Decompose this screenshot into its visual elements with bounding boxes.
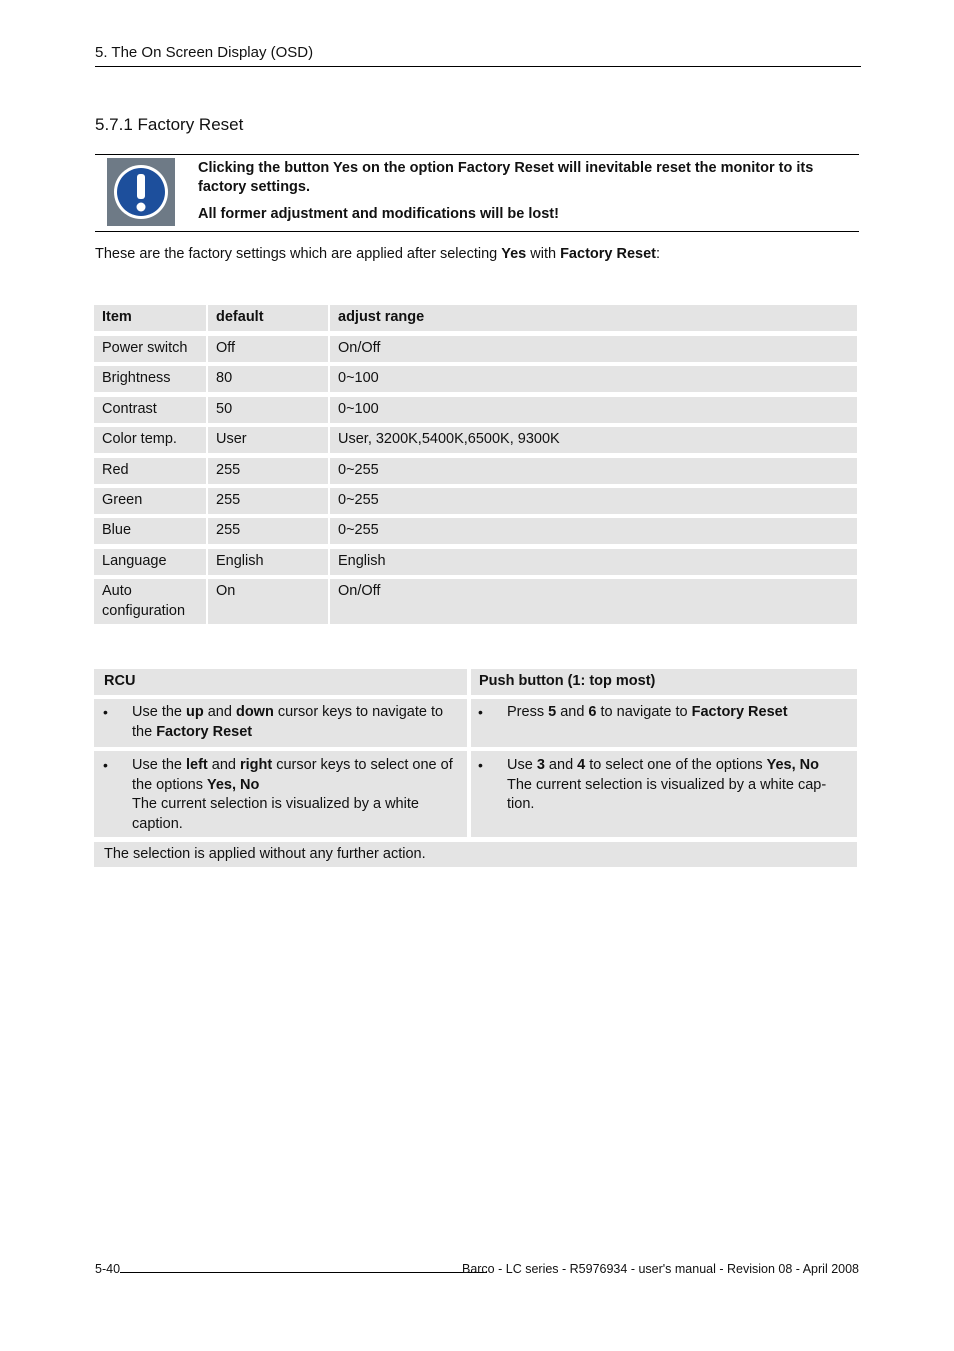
table-cell: Brightness [94, 366, 206, 392]
bullet: • [103, 757, 108, 773]
table-cell: Green [94, 488, 206, 514]
table-cell: Contrast [94, 397, 206, 423]
rcu-step-select [94, 751, 467, 837]
table-cell: Power switch [94, 336, 206, 362]
push-step-select [471, 751, 857, 837]
intro-paragraph [95, 246, 660, 262]
warning-top-rule [95, 154, 859, 155]
table-cell: On [208, 579, 328, 624]
table-cell: On/Off [330, 336, 857, 362]
table-header-range: adjust range [330, 305, 857, 331]
intro-text-mid: with [526, 246, 561, 262]
table-cell: English [208, 549, 328, 575]
table-cell: 0~255 [330, 518, 857, 544]
table-cell: 80 [208, 366, 328, 392]
running-header: 5. The On Screen Display (OSD) [95, 44, 314, 61]
exclamation-icon [111, 162, 171, 222]
table-header-default: default [208, 305, 328, 331]
table-cell: English [330, 549, 857, 575]
intro-factory-reset: Factory Reset [560, 246, 656, 262]
table-cell: 255 [208, 488, 328, 514]
footer-rule [120, 1272, 487, 1273]
intro-text: These are the factory settings which are applied after selecting [95, 246, 502, 262]
table-cell: User, 3200K,5400K,6500K, 9300K [330, 427, 857, 453]
table-cell: Color temp. [94, 427, 206, 453]
table-cell: Auto configuration [94, 579, 206, 624]
table-cell: 0~255 [330, 458, 857, 484]
warning-text [198, 159, 853, 224]
rcu-header: RCU [94, 669, 467, 695]
warning-line-1: Clicking the button Yes on the option Factory Reset will inevitable reset the monitor to its factory settings. [198, 160, 814, 195]
table-cell: Off [208, 336, 328, 362]
intro-yes: Yes [501, 246, 527, 262]
rcu-table-footer: The selection is applied without any further action. [94, 842, 857, 867]
table-cell: 0~100 [330, 366, 857, 392]
header-rule [95, 66, 861, 67]
push-step-select-text: Use 3 and 4 to select one of the options Yes, No The current selection is visualized by a white cap-tion. [507, 757, 827, 812]
table-cell: Blue [94, 518, 206, 544]
rcu-step-navigate [94, 699, 467, 747]
footer-doc-info: Barco - LC series - R5976934 - user's manual - Revision 08 - April 2008 [461, 1262, 859, 1276]
table-cell: Language [94, 549, 206, 575]
bullet: • [478, 757, 483, 773]
table-cell: User [208, 427, 328, 453]
warning-bottom-rule [95, 231, 859, 232]
table-cell: Red [94, 458, 206, 484]
rcu-step-navigate-text: Use the up and down cursor keys to navigate to the Factory Reset [132, 704, 444, 740]
push-step-navigate-text: Press 5 and 6 to navigate to Factory Reset [507, 704, 788, 720]
table-cell: 255 [208, 458, 328, 484]
table-cell: 0~100 [330, 397, 857, 423]
rcu-step-select-text: Use the left and right cursor keys to select one of the options Yes, No The current selection is visualized by a white caption. [132, 757, 453, 832]
bullet: • [103, 704, 108, 720]
table-header-item: Item [94, 305, 206, 331]
table-cell: On/Off [330, 579, 857, 624]
bullet: • [478, 704, 483, 720]
intro-text-end: : [655, 246, 661, 262]
push-button-header: Push button (1: top most) [471, 669, 857, 695]
section-title: 5.7.1 Factory Reset [95, 115, 244, 134]
warning-line-2: All former adjustment and modifications will be lost! [198, 206, 559, 222]
table-cell: 50 [208, 397, 328, 423]
page-number: 5-40 [95, 1262, 121, 1276]
table-cell: 0~255 [330, 488, 857, 514]
table-cell: 255 [208, 518, 328, 544]
push-step-navigate [471, 699, 857, 747]
warning-icon-box [107, 158, 175, 226]
